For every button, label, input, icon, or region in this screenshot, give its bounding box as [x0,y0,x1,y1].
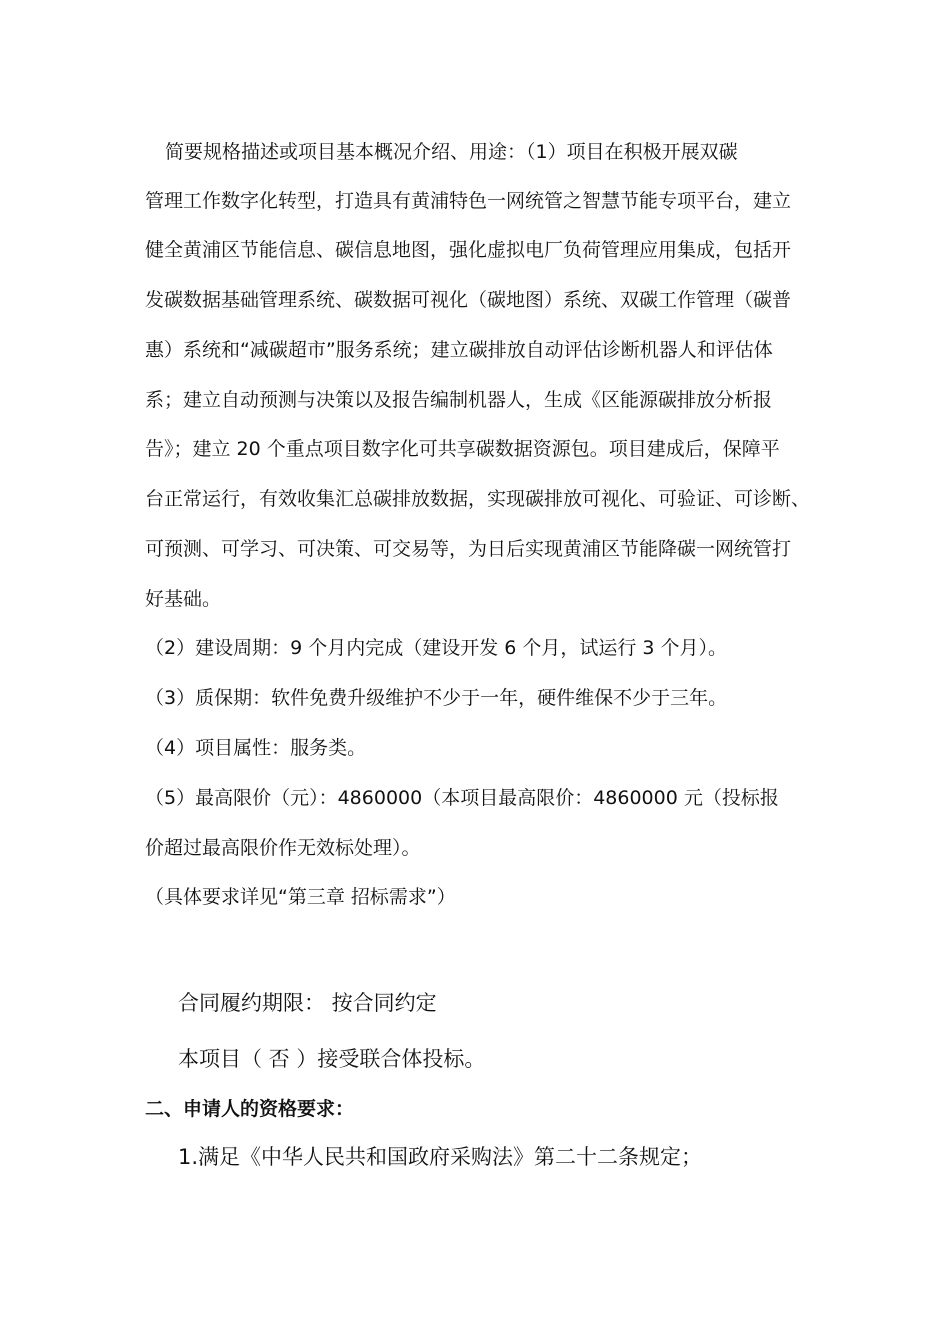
requirement-item: 1.满足《中华人民共和国政府采购法》第二十二条规定； [178,1145,703,1169]
requirements-reference: （具体要求详见“第三章 招标需求”） [145,886,456,908]
paragraph-line: 健全黄浦区节能信息、碳信息地图，强化虚拟电厂负荷管理应用集成，包括开 [145,239,792,261]
paragraph-line: 告》；建立 20 个重点项目数字化可共享碳数据资源包。项目建成后，保障平 [145,438,780,460]
paragraph-line: 管理工作数字化转型，打造具有黄浦特色一网统管之智慧节能专项平台，建立 [145,190,792,212]
construction-period-item: （2）建设周期：9 个月内完成（建设开发 6 个月，试运行 3 个月）。 [145,637,728,659]
paragraph-line: 台正常运行，有效收集汇总碳排放数据，实现碳排放可视化、可验证、可诊断、 [145,488,811,510]
max-price-item-continued: 价超过最高限价作无效标处理）。 [145,837,421,859]
paragraph-line: 简要规格描述或项目基本概况介绍、用途：（1）项目在积极开展双碳 [165,141,738,163]
paragraph-line: 惠）系统和“减碳超市”服务系统；建立碳排放自动评估诊断机器人和评估体 [145,339,773,361]
paragraph-line: 好基础。 [145,588,222,610]
paragraph-line: 发碳数据基础管理系统、碳数据可视化（碳地图）系统、双碳工作管理（碳普 [145,289,792,311]
section-heading: 二、申请人的资格要求： [145,1098,355,1120]
contract-term: 合同履约期限： 按合同约定 [178,991,437,1015]
paragraph-line: 可预测、可学习、可决策、可交易等，为日后实现黄浦区节能降碳一网统管打 [145,538,792,560]
project-attribute-item: （4）项目属性：服务类。 [145,737,367,759]
paragraph-line: 系；建立自动预测与决策以及报告编制机器人，生成《区能源碳排放分析报 [145,389,773,411]
consortium-statement: 本项目（ 否 ）接受联合体投标。 [178,1047,486,1071]
max-price-item: （5）最高限价（元）：4860000（本项目最高限价：4860000 元（投标报 [145,787,779,809]
warranty-item: （3）质保期：软件免费升级维护不少于一年，硬件维保不少于三年。 [145,687,728,709]
